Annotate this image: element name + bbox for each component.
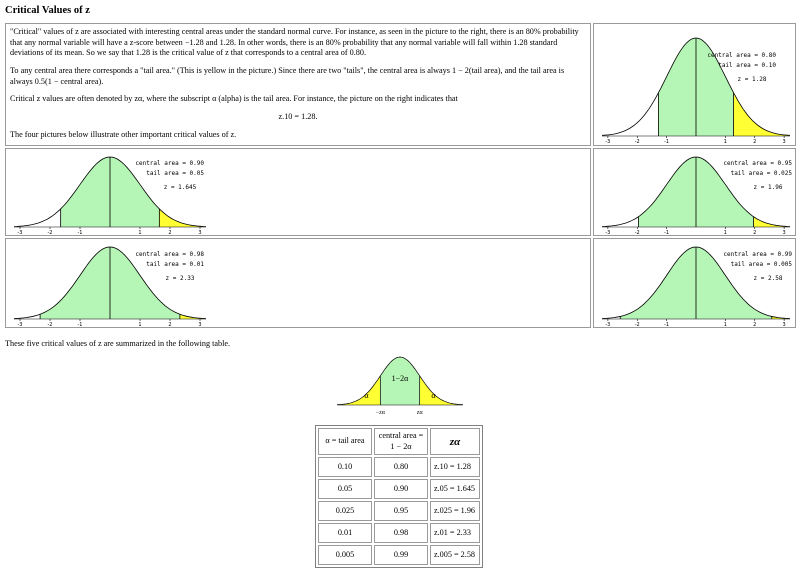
central-area-label: central area = 0.99 (723, 251, 792, 258)
alpha-bell-svg (333, 355, 467, 417)
tick-label: 2 (753, 230, 757, 235)
alpha-illustration (333, 355, 467, 421)
cell-alpha: 0.10 (318, 457, 372, 477)
intro-paragraph-1: "Critical" values of z are associated with interesting central areas under the standard normal curve. For instance, as seen in the picture to the right, there is an 80% probability that any normal variable will have a z-score between −1.28 and 1.28. In other words, there is an 80% probability that any normal variable will fall within 1.28 standard deviations of its mean. So we say that 1.28 is the critical value of z that corresponds to a central area of 0.80. (10, 27, 579, 58)
tick-label: 3 (782, 139, 786, 145)
cell-z: z.10 = 1.28 (430, 457, 480, 477)
tail-area-label: tail area = 0.005 (730, 261, 792, 268)
tick-label: 2 (168, 230, 172, 235)
tail-area-label: tail area = 0.05 (146, 170, 204, 177)
cell-central: 0.95 (374, 501, 428, 521)
cell-alpha: 0.005 (318, 545, 372, 565)
tick-label: 1 (138, 322, 142, 327)
tick-label: -1 (77, 322, 83, 327)
intro-paragraph-2: To any central area there corresponds a "tail area." (This is yellow in the picture.) Since there are two "tails", the central area is always 1 − 2(tail area), and the tail area is always 0.5(1 − central area). (10, 65, 565, 86)
normal-curve-plot-090 (5, 148, 591, 236)
normal-curve-svg (6, 149, 590, 235)
cell-z: z.05 = 1.645 (430, 479, 480, 499)
intro-paragraph-4: The four pictures below illustrate other important critical values of z. (10, 129, 237, 139)
tick-label: -2 (47, 322, 53, 327)
tail-area-label: tail area = 0.10 (718, 62, 776, 69)
cell-alpha: 0.05 (318, 479, 372, 499)
tick-label: -2 (634, 230, 640, 235)
central-area-label: central area = 0.98 (135, 251, 204, 258)
table-header-row (318, 428, 480, 455)
normal-curve-svg (6, 239, 590, 327)
tick-label: -3 (605, 139, 611, 145)
tick-label: -2 (634, 139, 640, 145)
header-alpha: α = tail area (318, 428, 372, 455)
table-row (318, 501, 480, 521)
tick-label: -1 (664, 139, 670, 145)
tick-label: -3 (17, 322, 23, 327)
tick-label: -3 (605, 322, 611, 327)
left-tail-area (337, 376, 380, 405)
tick-label: 2 (753, 139, 757, 145)
normal-curve-svg (594, 149, 795, 235)
left-tail-label: α (364, 391, 369, 400)
tail-area (734, 93, 790, 136)
left-critical-label: −zα (375, 410, 385, 416)
normal-curve-svg (594, 239, 795, 327)
tick-label: -1 (664, 322, 670, 327)
intro-panel (5, 23, 591, 146)
tick-label: 1 (138, 230, 142, 235)
cell-central: 0.90 (374, 479, 428, 499)
tick-label: 3 (198, 322, 202, 327)
normal-curve-plot-095 (593, 148, 796, 236)
table-row (318, 457, 480, 477)
tick-label: 2 (753, 322, 757, 327)
central-label: 1−2α (391, 374, 409, 383)
tick-label: 3 (198, 230, 202, 235)
intro-paragraph-3: Critical z values are often denoted by zα, where the subscript α (alpha) is the tail area. For instance, the picture on the right indicates that (10, 94, 458, 104)
right-critical-label: zα (416, 410, 423, 416)
central-area-label: central area = 0.80 (707, 52, 776, 59)
cell-alpha: 0.01 (318, 523, 372, 543)
critical-z-label: z = 1.645 (163, 184, 197, 191)
tick-label: -1 (77, 230, 83, 235)
tick-label: -2 (47, 230, 53, 235)
tick-label: 3 (782, 322, 786, 327)
tick-label: 2 (168, 322, 172, 327)
cell-central: 0.99 (374, 545, 428, 565)
critical-z-label: z = 1.96 (753, 184, 783, 191)
tail-area (754, 217, 790, 227)
tick-label: 1 (723, 322, 727, 327)
right-tail-label: α (431, 391, 436, 400)
tick-label: -1 (664, 230, 670, 235)
normal-curve-plot-080 (593, 23, 796, 146)
table-row (318, 545, 480, 565)
tail-area (159, 209, 206, 227)
tick-label: 1 (723, 139, 727, 145)
page-title: Critical Values of z (5, 5, 90, 16)
table-row (318, 479, 480, 499)
cell-alpha: 0.025 (318, 501, 372, 521)
intro-formula: z.10 = 1.28. (278, 111, 318, 121)
cell-central: 0.80 (374, 457, 428, 477)
tail-area-label: tail area = 0.01 (146, 261, 204, 268)
critical-z-label: z = 2.58 (753, 275, 783, 282)
right-tail-area (420, 376, 463, 405)
central-area-label: central area = 0.95 (723, 160, 792, 167)
central-area-label: central area = 0.90 (135, 160, 204, 167)
critical-z-label: z = 1.28 (737, 76, 767, 83)
header-z: zα (430, 428, 480, 455)
critical-values-table (315, 425, 483, 568)
summary-text: These five critical values of z are summarized in the following table. (5, 339, 231, 348)
table-row (318, 523, 480, 543)
cell-central: 0.98 (374, 523, 428, 543)
normal-curve-plot-099 (593, 238, 796, 328)
tick-label: -3 (17, 230, 23, 235)
cell-z: z.025 = 1.96 (430, 501, 480, 521)
normal-curve-plot-098 (5, 238, 591, 328)
tail-area-label: tail area = 0.025 (730, 170, 792, 177)
tick-label: -3 (605, 230, 611, 235)
critical-z-label: z = 2.33 (165, 275, 195, 282)
normal-curve-svg (594, 24, 795, 145)
tick-label: -2 (634, 322, 640, 327)
header-central: central area = 1 − 2α (374, 428, 428, 455)
tick-label: 3 (782, 230, 786, 235)
cell-z: z.01 = 2.33 (430, 523, 480, 543)
tick-label: 1 (723, 230, 727, 235)
cell-z: z.005 = 2.58 (430, 545, 480, 565)
